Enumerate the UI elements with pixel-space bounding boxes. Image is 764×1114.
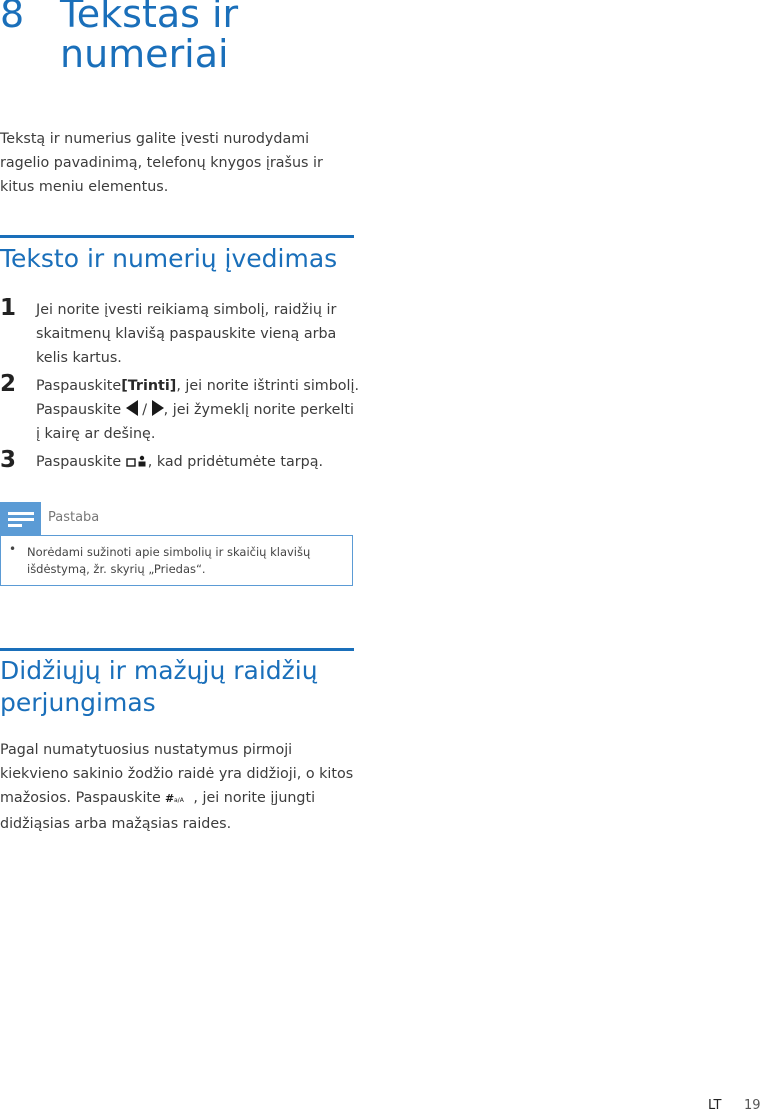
chapter-title: Tekstas ir numeriai [60,0,239,76]
section-rule [0,235,354,238]
delete-key-label: [Trinti] [121,378,177,394]
slash: / [142,402,148,418]
step-number: 1 [0,295,17,321]
left-arrow-icon [126,400,138,416]
step-text [36,450,360,476]
step-1 [0,295,360,370]
step-text-mid: , jei norite ištrinti simbolį. Paspauskite [36,378,360,418]
step-text-post: , kad pridėtumėte tarpą. [147,454,324,470]
step-text-pre: Paspauskite [36,454,122,470]
note-label: Pastaba [48,510,100,525]
svg-text:a/A: a/A [174,797,185,804]
case-text-pre: Pagal numatytuosius nustatymus pirmoji kiekvieno sakinio žodžio raidė yra didžioji, o kitos mažosios. Paspauskite [0,742,354,806]
case-text-post: , jei norite įjungti didžiąsias arba mažąsias raides. [0,790,316,832]
right-arrow-icon [152,400,164,416]
space-key-icon [126,452,148,476]
step-2 [0,371,360,446]
step-number: 2 [0,371,17,397]
section-rule [0,648,354,651]
note-text: Norėdami sužinoti apie simbolių ir skaičių klavišų išdėstymą, žr. skyrių „Priedas“. [27,545,311,576]
step-3 [0,447,360,476]
step-text [36,374,360,446]
section-title-case-toggle: Didžiųjų ir mažųjų raidžių perjungimas [0,656,318,717]
page-number: 19 [744,1098,761,1113]
intro-paragraph: Tekstą ir numerius galite įvesti nurodydami ragelio pavadinimą, telefonų knygos įrašus ir kitus meniu elementus. [0,131,323,195]
footer-language: LT [708,1098,722,1113]
case-paragraph [0,738,358,836]
step-text-pre: Paspauskite [36,378,122,394]
hash-key-icon [165,788,193,812]
note-icon [0,502,41,535]
step-text: Jei norite įvesti reikiamą simbolį, raidžių ir skaitmenų klavišą paspauskite vieną arba kelis kartus. [36,302,337,366]
note-box [0,535,353,586]
chapter-number: 8 [0,0,25,36]
steps-list [0,295,360,480]
step-number: 3 [0,447,17,473]
bullet: • [9,542,17,556]
section-title-text-entry: Teksto ir numerių įvedimas [0,244,338,273]
step-text-post: , jei žymeklį norite perkelti į kairę ar dešinę. [36,402,354,442]
svg-text:#: # [165,792,175,804]
